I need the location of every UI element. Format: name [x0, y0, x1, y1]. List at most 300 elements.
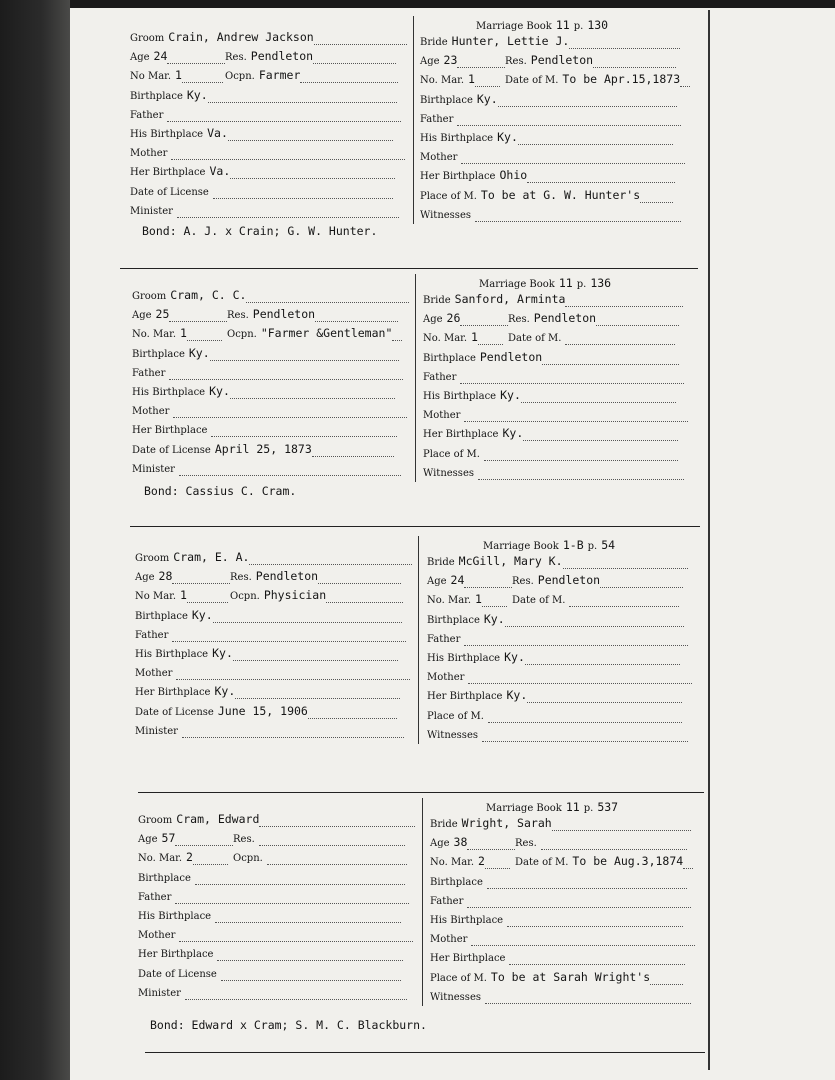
bride-age-value: 38	[453, 835, 468, 850]
groom-birthplace-rule	[195, 875, 405, 885]
page-label: p.	[587, 541, 598, 552]
groom-no-mar-rule	[193, 855, 228, 865]
page-number: 130	[587, 18, 609, 32]
groom-his-birthplace-label: His Birthplace	[138, 911, 212, 922]
bride-age-rule	[464, 578, 512, 588]
groom-groom-label: Groom	[132, 291, 167, 302]
bride-witnesses-label: Witnesses	[420, 209, 471, 221]
bride-birthplace-label: Birthplace	[427, 614, 480, 626]
bride-age-row	[427, 573, 512, 588]
groom-birthplace-label: Birthplace	[130, 90, 183, 102]
bride-her-birthplace-row	[420, 168, 675, 183]
bride-her-birthplace-rule	[509, 955, 685, 965]
bride-witnesses-rule	[475, 212, 681, 222]
groom-birthplace-rule	[208, 93, 397, 103]
bride-place-of-m-rule	[484, 451, 678, 461]
groom-ocpn-value: "Farmer &Gentleman"	[260, 326, 393, 341]
column-divider	[415, 274, 416, 482]
groom-his-birthplace-rule	[228, 131, 393, 141]
bride-birthplace-value: Ky.	[476, 91, 498, 106]
groom-groom-value: Crain, Andrew Jackson	[168, 30, 314, 44]
bride-no-mar-rule	[482, 597, 507, 607]
bride-age-label: Age	[430, 838, 450, 850]
bride-mother-row	[423, 407, 688, 422]
bride-bride-row	[423, 292, 683, 307]
groom-no-mar-label: No Mar.	[135, 591, 177, 603]
groom-his-birthplace-row	[132, 384, 395, 399]
bride-place-of-m-label: Place of M.	[423, 448, 480, 460]
groom-her-birthplace-label: Her Birthplace	[138, 949, 214, 961]
bride-mother-row	[427, 669, 692, 684]
groom-father-rule	[172, 632, 406, 642]
bride-date-of-m-label: Date of M.	[512, 595, 566, 607]
groom-birthplace-label: Birthplace	[138, 872, 191, 884]
groom-his-birthplace-label: His Birthplace	[130, 129, 204, 140]
groom-res-row	[225, 49, 396, 64]
marriage-book-number: 1-B	[562, 538, 584, 552]
groom-father-label: Father	[138, 891, 172, 903]
bride-mother-rule	[461, 154, 685, 164]
bride-his-birthplace-row	[427, 650, 680, 665]
groom-date-of-license-row	[130, 184, 393, 199]
scan-left-edge	[0, 0, 70, 1080]
bride-res-value: Pendleton	[533, 311, 597, 326]
scan-top-edge	[70, 0, 835, 8]
bride-witnesses-label: Witnesses	[430, 991, 481, 1003]
groom-no-mar-rule	[187, 593, 228, 603]
groom-no-mar-value: 1	[175, 68, 182, 83]
groom-father-row	[135, 627, 406, 642]
bride-age-rule	[460, 316, 508, 326]
bride-father-row	[430, 893, 691, 908]
bride-his-birthplace-row	[430, 912, 683, 927]
bride-father-row	[427, 631, 688, 646]
bride-date-of-m-rule	[569, 597, 679, 607]
groom-her-birthplace-row	[138, 946, 403, 961]
groom-father-rule	[175, 894, 409, 904]
bride-bride-label: Bride	[430, 819, 458, 830]
bride-her-birthplace-label: Her Birthplace	[430, 953, 506, 965]
bride-res-row	[505, 53, 676, 68]
groom-mother-rule	[179, 932, 413, 942]
bride-no-mar-row	[427, 592, 507, 607]
bride-date-of-m-rule	[683, 859, 693, 869]
groom-minister-row	[130, 203, 399, 218]
groom-groom-row	[135, 550, 412, 565]
groom-her-birthplace-row	[132, 422, 397, 437]
bride-place-of-m-row	[423, 446, 678, 461]
groom-mother-row	[130, 145, 405, 160]
bride-his-birthplace-label: His Birthplace	[423, 391, 497, 402]
bride-age-label: Age	[423, 314, 443, 326]
groom-mother-rule	[173, 408, 407, 418]
bride-bride-row	[430, 816, 691, 831]
groom-minister-label: Minister	[132, 463, 175, 475]
groom-his-birthplace-row	[130, 126, 393, 141]
groom-ocpn-value: Farmer	[258, 68, 301, 83]
bride-birthplace-label: Birthplace	[423, 352, 476, 364]
marriage-book-label: Marriage Book	[486, 803, 562, 814]
groom-his-birthplace-label: His Birthplace	[135, 649, 209, 660]
groom-groom-row	[132, 288, 409, 303]
groom-groom-rule	[249, 555, 412, 565]
bride-his-birthplace-value: Ky.	[500, 388, 521, 402]
bond-line: Bond: A. J. x Crain; G. W. Hunter.	[142, 224, 378, 238]
marriage-book-label: Marriage Book	[479, 279, 555, 290]
bride-no-mar-row	[430, 854, 510, 869]
bride-no-mar-rule	[485, 859, 510, 869]
groom-age-row	[130, 49, 225, 64]
groom-age-value: 24	[153, 49, 168, 64]
bride-his-birthplace-row	[420, 130, 673, 145]
bride-his-birthplace-rule	[507, 917, 683, 927]
marriage-book-header	[475, 276, 611, 291]
groom-age-rule	[175, 836, 233, 846]
groom-no-mar-row	[132, 326, 222, 341]
groom-mother-row	[135, 665, 410, 680]
groom-res-value: Pendleton	[252, 307, 316, 322]
bride-place-of-m-value: To be at G. W. Hunter's	[480, 187, 641, 202]
bride-no-mar-label: No. Mar.	[420, 75, 465, 87]
bride-his-birthplace-value: Ky.	[497, 130, 518, 144]
bride-place-of-m-rule	[640, 193, 673, 203]
bride-her-birthplace-value: Ohio	[499, 168, 528, 183]
groom-birthplace-row	[138, 870, 405, 885]
bride-date-of-m-rule	[680, 77, 690, 87]
bride-bride-row	[420, 34, 680, 49]
groom-age-value: 25	[155, 307, 170, 322]
bride-her-birthplace-row	[430, 950, 685, 965]
groom-minister-row	[138, 985, 407, 1000]
groom-mother-label: Mother	[132, 406, 170, 418]
bride-his-birthplace-label: His Birthplace	[420, 133, 494, 144]
bride-her-birthplace-label: Her Birthplace	[423, 429, 499, 441]
groom-date-of-license-row	[138, 966, 401, 981]
groom-father-label: Father	[130, 109, 164, 121]
groom-no-mar-rule	[187, 331, 222, 341]
groom-birthplace-value: Ky.	[188, 345, 210, 360]
bride-her-birthplace-label: Her Birthplace	[420, 171, 496, 183]
bride-witnesses-row	[427, 727, 688, 742]
groom-age-label: Age	[135, 572, 155, 584]
bride-date-of-m-label: Date of M.	[505, 75, 559, 87]
groom-mother-label: Mother	[138, 930, 176, 942]
groom-her-birthplace-rule	[217, 951, 403, 961]
page-right-border	[708, 10, 710, 1070]
groom-date-of-license-label: Date of License	[135, 706, 214, 718]
bride-bride-value: Hunter, Lettie J.	[451, 34, 570, 48]
bride-bride-rule	[565, 297, 683, 307]
marriage-book-label: Marriage Book	[483, 541, 559, 552]
bride-her-birthplace-value: Ky.	[502, 426, 524, 441]
bond-line: Bond: Cassius C. Cram.	[144, 484, 297, 498]
groom-her-birthplace-value: Va.	[209, 164, 231, 179]
bride-no-mar-label: No. Mar.	[423, 333, 468, 345]
bride-birthplace-value: Ky.	[483, 611, 505, 626]
bride-res-label: Res.	[512, 576, 534, 588]
marriage-book-number: 11	[565, 800, 580, 814]
groom-no-mar-label: No. Mar.	[132, 329, 177, 341]
bride-father-row	[420, 111, 681, 126]
bride-witnesses-label: Witnesses	[427, 729, 478, 741]
groom-birthplace-value: Ky.	[186, 87, 208, 102]
groom-res-label: Res.	[230, 572, 252, 584]
bride-bride-value: Sanford, Arminta	[454, 292, 566, 306]
groom-her-birthplace-rule	[230, 169, 395, 179]
bride-place-of-m-row	[430, 970, 683, 985]
groom-ocpn-label: Ocpn.	[230, 591, 260, 603]
bride-birthplace-row	[430, 874, 687, 889]
bride-bride-label: Bride	[420, 37, 448, 48]
bride-his-birthplace-rule	[525, 655, 680, 665]
groom-minister-rule	[179, 466, 401, 476]
groom-no-mar-value: 1	[180, 326, 187, 341]
groom-father-row	[132, 365, 403, 380]
bride-res-value: Pendleton	[537, 573, 601, 588]
bride-res-label: Res.	[515, 838, 537, 850]
column-divider	[418, 536, 419, 744]
bride-place-of-m-label: Place of M.	[427, 710, 484, 722]
record-separator	[120, 268, 698, 269]
bride-date-of-m-rule	[565, 335, 675, 345]
groom-his-birthplace-row	[138, 908, 401, 923]
groom-minister-rule	[177, 208, 399, 218]
bride-age-label: Age	[427, 576, 447, 588]
marriage-book-label: Marriage Book	[476, 21, 552, 32]
groom-date-of-license-rule	[221, 971, 401, 981]
groom-res-row	[230, 569, 401, 584]
groom-age-value: 28	[158, 569, 173, 584]
groom-res-label: Res.	[225, 52, 247, 64]
bride-no-mar-rule	[478, 335, 503, 345]
bride-witnesses-row	[423, 465, 684, 480]
marriage-book-header	[482, 800, 618, 815]
page-label: p.	[573, 21, 584, 32]
groom-father-row	[130, 107, 401, 122]
bride-age-row	[423, 311, 508, 326]
groom-groom-label: Groom	[138, 815, 173, 826]
bride-bride-label: Bride	[423, 295, 451, 306]
groom-his-birthplace-value: Ky.	[212, 646, 233, 660]
groom-no-mar-rule	[182, 73, 223, 83]
groom-age-value: 57	[161, 831, 176, 846]
groom-age-label: Age	[130, 52, 150, 64]
groom-groom-row	[138, 812, 415, 827]
bride-place-of-m-row	[427, 708, 682, 723]
marriage-book-number: 11	[555, 18, 570, 32]
bride-age-value: 23	[443, 53, 458, 68]
bond-line: Bond: Edward x Cram; S. M. C. Blackburn.	[150, 1018, 427, 1032]
groom-age-label: Age	[138, 834, 158, 846]
groom-ocpn-label: Ocpn.	[227, 329, 257, 341]
bride-his-birthplace-value: Ky.	[504, 650, 525, 664]
bride-no-mar-row	[420, 72, 500, 87]
bride-age-row	[420, 53, 505, 68]
groom-ocpn-row	[230, 588, 403, 603]
bride-date-of-m-row	[505, 72, 690, 87]
groom-ocpn-label: Ocpn.	[225, 71, 255, 83]
bride-place-of-m-row	[420, 188, 673, 203]
bride-her-birthplace-value: Ky.	[506, 688, 528, 703]
record-separator	[130, 526, 700, 527]
groom-father-row	[138, 889, 409, 904]
groom-mother-rule	[171, 150, 405, 160]
groom-birthplace-row	[135, 608, 402, 623]
groom-her-birthplace-value: Ky.	[214, 684, 236, 699]
groom-age-rule	[169, 312, 227, 322]
groom-res-row	[227, 307, 398, 322]
bride-age-value: 26	[446, 311, 461, 326]
groom-res-row	[233, 831, 405, 846]
groom-ocpn-rule	[392, 331, 402, 341]
page-label: p.	[583, 803, 594, 814]
bride-his-birthplace-row	[423, 388, 676, 403]
groom-ocpn-row	[225, 68, 398, 83]
groom-age-rule	[172, 574, 230, 584]
bride-mother-rule	[468, 674, 692, 684]
groom-birthplace-rule	[213, 613, 402, 623]
bride-mother-label: Mother	[430, 934, 468, 946]
groom-date-of-license-row	[135, 704, 397, 719]
bride-bride-value: McGill, Mary K.	[458, 554, 563, 568]
groom-date-of-license-label: Date of License	[130, 186, 209, 198]
groom-his-birthplace-rule	[230, 389, 395, 399]
marriage-book-header	[472, 18, 608, 33]
groom-date-of-license-label: Date of License	[138, 968, 217, 980]
bride-bride-rule	[569, 39, 680, 49]
groom-res-value: Pendleton	[255, 569, 319, 584]
bride-bride-rule	[552, 821, 691, 831]
bride-date-of-m-row	[515, 854, 693, 869]
groom-date-of-license-value: April 25, 1873	[214, 441, 312, 456]
bride-age-rule	[457, 58, 505, 68]
groom-age-label: Age	[132, 310, 152, 322]
groom-groom-value: Cram, E. A.	[173, 550, 250, 564]
groom-mother-rule	[176, 670, 410, 680]
bride-mother-row	[420, 149, 685, 164]
bride-no-mar-value: 1	[468, 72, 475, 87]
groom-groom-rule	[246, 293, 409, 303]
groom-his-birthplace-rule	[215, 913, 401, 923]
bride-res-row	[512, 573, 683, 588]
bride-father-label: Father	[423, 371, 457, 383]
column-divider	[422, 798, 423, 1006]
bride-mother-rule	[464, 412, 688, 422]
bride-her-birthplace-row	[423, 426, 678, 441]
bride-birthplace-row	[420, 92, 677, 107]
column-divider	[413, 16, 414, 224]
bride-father-rule	[457, 116, 681, 126]
groom-father-label: Father	[132, 367, 166, 379]
bride-birthplace-label: Birthplace	[430, 876, 483, 888]
bride-bride-row	[427, 554, 688, 569]
bride-res-rule	[596, 316, 679, 326]
bride-date-of-m-label: Date of M.	[508, 333, 562, 345]
groom-res-label: Res.	[227, 310, 249, 322]
bride-father-rule	[464, 636, 688, 646]
groom-no-mar-label: No Mar.	[130, 71, 172, 83]
groom-ocpn-row	[233, 850, 407, 865]
bride-res-rule	[600, 578, 683, 588]
groom-mother-row	[132, 403, 407, 418]
bride-witnesses-rule	[482, 732, 688, 742]
groom-father-rule	[169, 370, 403, 380]
groom-her-birthplace-row	[130, 164, 395, 179]
groom-her-birthplace-label: Her Birthplace	[130, 167, 206, 179]
groom-birthplace-label: Birthplace	[135, 610, 188, 622]
bride-res-rule	[593, 58, 676, 68]
bride-father-label: Father	[427, 633, 461, 645]
bride-birthplace-rule	[505, 617, 684, 627]
bride-birthplace-row	[423, 350, 679, 365]
bride-her-birthplace-rule	[527, 173, 675, 183]
groom-her-birthplace-row	[135, 684, 400, 699]
bride-age-row	[430, 835, 515, 850]
bride-no-mar-label: No. Mar.	[427, 595, 472, 607]
page-number: 537	[597, 800, 619, 814]
page-number: 136	[590, 276, 612, 290]
groom-no-mar-row	[130, 68, 223, 83]
bride-place-of-m-label: Place of M.	[430, 972, 487, 984]
groom-her-birthplace-label: Her Birthplace	[135, 687, 211, 699]
groom-her-birthplace-rule	[211, 427, 397, 437]
groom-groom-rule	[314, 35, 407, 45]
groom-minister-row	[132, 461, 401, 476]
groom-ocpn-label: Ocpn.	[233, 853, 263, 865]
groom-his-birthplace-value: Ky.	[209, 384, 230, 398]
bride-birthplace-rule	[542, 355, 679, 365]
bride-her-birthplace-row	[427, 688, 682, 703]
groom-age-row	[138, 831, 233, 846]
bride-birthplace-rule	[498, 97, 677, 107]
groom-birthplace-label: Birthplace	[132, 348, 185, 360]
bride-birthplace-value: Pendleton	[479, 349, 543, 364]
page-label: p.	[576, 279, 587, 290]
groom-mother-label: Mother	[135, 668, 173, 680]
bride-place-of-m-rule	[488, 713, 682, 723]
groom-groom-rule	[259, 817, 415, 827]
marriage-book-header	[479, 538, 615, 553]
groom-res-value: Pendleton	[250, 49, 314, 64]
groom-ocpn-row	[227, 326, 402, 341]
bride-date-of-m-value: To be Apr.15,1873	[562, 72, 681, 87]
groom-groom-label: Groom	[130, 33, 165, 44]
bride-father-rule	[460, 374, 684, 384]
groom-no-mar-value: 1	[180, 588, 187, 603]
record-separator	[145, 1052, 705, 1053]
groom-her-birthplace-label: Her Birthplace	[132, 425, 208, 437]
groom-date-of-license-rule	[308, 709, 397, 719]
bride-date-of-m-label: Date of M.	[515, 857, 569, 869]
bride-father-rule	[467, 898, 691, 908]
groom-birthplace-row	[130, 88, 397, 103]
groom-res-rule	[318, 574, 401, 584]
groom-his-birthplace-row	[135, 646, 398, 661]
bride-age-rule	[467, 840, 515, 850]
groom-father-rule	[167, 112, 401, 122]
groom-ocpn-rule	[326, 593, 403, 603]
bride-mother-rule	[471, 936, 695, 946]
bride-birthplace-label: Birthplace	[420, 94, 473, 106]
bride-witnesses-row	[430, 989, 691, 1004]
bride-place-of-m-rule	[650, 975, 683, 985]
groom-res-rule	[315, 312, 398, 322]
groom-his-birthplace-rule	[233, 651, 398, 661]
bride-res-label: Res.	[505, 56, 527, 68]
groom-no-mar-label: No. Mar.	[138, 853, 183, 865]
bride-witnesses-label: Witnesses	[423, 467, 474, 479]
record-separator	[138, 792, 704, 793]
